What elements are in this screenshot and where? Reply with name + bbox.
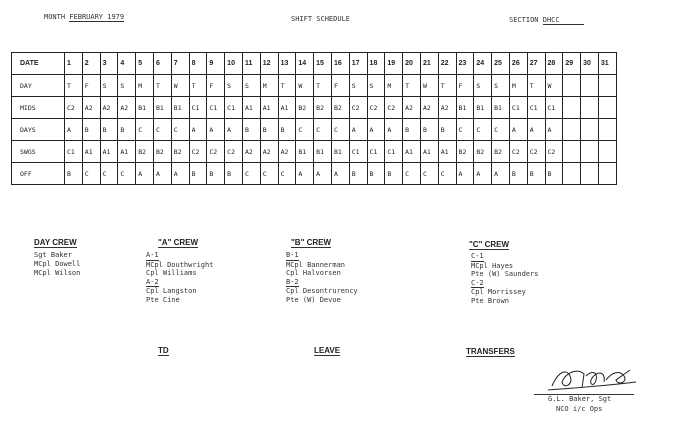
page-title: SHIFT SCHEDULE [291, 15, 351, 23]
schedule-cell: C [100, 163, 118, 185]
schedule-cell: C [136, 119, 154, 141]
schedule-cell: B1 [171, 97, 189, 119]
crew-member: Pte (W) Saunders [471, 270, 539, 279]
schedule-cell: B1 [474, 97, 492, 119]
schedule-cell: A [385, 119, 403, 141]
schedule-cell: T [314, 75, 332, 97]
schedule-cell: C2 [349, 97, 367, 119]
schedule-cell: 16 [331, 53, 349, 75]
schedule-cell: B [189, 163, 207, 185]
schedule-cell: T [65, 75, 83, 97]
schedule-cell: M [509, 75, 527, 97]
b-crew-list [286, 251, 358, 305]
schedule-cell: B [207, 163, 225, 185]
schedule-cell: 8 [189, 53, 207, 75]
crew-member: Sgt Baker [34, 251, 72, 259]
td-heading: TD [158, 346, 169, 355]
schedule-cell: B2 [456, 141, 474, 163]
a-crew-list [146, 251, 213, 305]
a2-label: A-2 [146, 277, 159, 286]
schedule-cell: B1 [153, 97, 171, 119]
section-label: SECTION [509, 16, 539, 24]
schedule-cell [563, 119, 581, 141]
schedule-cell: C [438, 163, 456, 185]
schedule-cell: 25 [492, 53, 510, 75]
schedule-cell: 4 [118, 53, 136, 75]
schedule-cell: B2 [474, 141, 492, 163]
section-line [509, 16, 584, 24]
schedule-cell: C [420, 163, 438, 185]
schedule-cell: A [65, 119, 83, 141]
schedule-cell: F [331, 75, 349, 97]
schedule-cell: 22 [438, 53, 456, 75]
schedule-cell: S [118, 75, 136, 97]
month-label: MONTH [44, 13, 66, 21]
schedule-cell: C [278, 163, 296, 185]
schedule-cell: C1 [225, 97, 243, 119]
schedule-cell: A1 [403, 141, 421, 163]
schedule-cell: 13 [278, 53, 296, 75]
schedule-cell: B1 [136, 97, 154, 119]
schedule-cell: C1 [509, 97, 527, 119]
c-crew-list [471, 252, 538, 306]
schedule-cell: C1 [207, 97, 225, 119]
schedule-cell: 28 [545, 53, 563, 75]
schedule-cell: A [331, 163, 349, 185]
schedule-cell: 1 [65, 53, 83, 75]
schedule-cell [598, 119, 616, 141]
schedule-cell: A [492, 163, 510, 185]
row-days [12, 119, 617, 141]
schedule-cell: C [403, 163, 421, 185]
schedule-cell: A1 [100, 141, 118, 163]
schedule-cell: A2 [242, 141, 260, 163]
schedule-cell: 10 [225, 53, 243, 75]
schedule-cell: A1 [438, 141, 456, 163]
day-crew-list [34, 251, 80, 278]
schedule-cell [581, 97, 599, 119]
row-label: SWGS [12, 141, 65, 163]
row-label: OFF [12, 163, 65, 185]
schedule-cell: C1 [367, 141, 385, 163]
schedule-cell: W [420, 75, 438, 97]
schedule-cell: B [65, 163, 83, 185]
schedule-cell: T [438, 75, 456, 97]
schedule-cell: B [278, 119, 296, 141]
schedule-cell: B1 [492, 97, 510, 119]
crew-member: Pte Brown [471, 296, 509, 305]
schedule-cell: C2 [385, 97, 403, 119]
schedule-cell: F [456, 75, 474, 97]
schedule-cell: F [207, 75, 225, 97]
schedule-cell: B [100, 119, 118, 141]
schedule-cell: S [100, 75, 118, 97]
schedule-cell: A2 [260, 141, 278, 163]
schedule-cell: T [189, 75, 207, 97]
schedule-cell: A1 [242, 97, 260, 119]
schedule-cell: C2 [509, 141, 527, 163]
signature-scribble [544, 362, 644, 394]
schedule-cell [581, 119, 599, 141]
shift-schedule-grid [11, 52, 700, 216]
schedule-cell: T [278, 75, 296, 97]
schedule-cell: A [509, 119, 527, 141]
schedule-cell: 7 [171, 53, 189, 75]
b-crew-title: "B" CREW [291, 238, 332, 247]
schedule-cell: C [242, 163, 260, 185]
month-value: FEBRUARY 1979 [69, 13, 125, 21]
schedule-cell: W [545, 75, 563, 97]
schedule-cell: A [189, 119, 207, 141]
schedule-cell: C2 [527, 141, 545, 163]
row-label: DATE [12, 53, 65, 75]
row-off [12, 163, 617, 185]
schedule-cell: 17 [349, 53, 367, 75]
schedule-cell: A [474, 163, 492, 185]
schedule-cell: B [82, 119, 100, 141]
schedule-cell: C2 [189, 141, 207, 163]
schedule-cell: C1 [385, 141, 403, 163]
date-row [12, 53, 617, 75]
schedule-cell: 21 [420, 53, 438, 75]
schedule-cell: F [82, 75, 100, 97]
signature-name: G.L. Baker, Sgt [548, 395, 612, 403]
schedule-cell: C [331, 119, 349, 141]
schedule-cell: B [403, 119, 421, 141]
crew-member: Pte (W) Devoe [286, 295, 341, 304]
schedule-cell: B [260, 119, 278, 141]
schedule-cell: C2 [225, 141, 243, 163]
schedule-cell: C [456, 119, 474, 141]
schedule-cell: B1 [331, 141, 349, 163]
row-swgs [12, 141, 617, 163]
a-crew-title: "A" CREW [158, 238, 199, 247]
schedule-cell: B2 [136, 141, 154, 163]
schedule-cell: B [225, 163, 243, 185]
schedule-cell: C1 [349, 141, 367, 163]
schedule-cell: C [171, 119, 189, 141]
schedule-cell [563, 75, 581, 97]
schedule-cell: B2 [331, 97, 349, 119]
c1-label: C-1 [471, 252, 484, 260]
schedule-cell: B [438, 119, 456, 141]
a1-label: A-1 [146, 251, 159, 259]
schedule-cell: A [225, 119, 243, 141]
schedule-cell: A2 [438, 97, 456, 119]
schedule-cell: B [420, 119, 438, 141]
schedule-cell: A [136, 163, 154, 185]
crew-member: MCpl Dowell [34, 260, 81, 268]
schedule-cell: B [545, 163, 563, 185]
row-day [12, 75, 617, 97]
schedule-cell: 18 [367, 53, 385, 75]
crew-member: MCpl Hayes [471, 261, 514, 270]
schedule-cell: 2 [82, 53, 100, 75]
schedule-cell: A2 [420, 97, 438, 119]
schedule-cell: 19 [385, 53, 403, 75]
leave-heading: LEAVE [314, 346, 341, 355]
schedule-cell: T [527, 75, 545, 97]
schedule-cell: 31 [598, 53, 616, 75]
schedule-cell: 20 [403, 53, 421, 75]
schedule-cell: A [171, 163, 189, 185]
schedule-cell [563, 163, 581, 185]
schedule-cell: A1 [82, 141, 100, 163]
section-value: DHCC [543, 16, 584, 25]
schedule-cell: 14 [296, 53, 314, 75]
schedule-cell [581, 163, 599, 185]
schedule-cell: A2 [278, 141, 296, 163]
schedule-cell: S [492, 75, 510, 97]
schedule-cell: C [153, 119, 171, 141]
schedule-cell: C [314, 119, 332, 141]
schedule-cell: W [171, 75, 189, 97]
schedule-cell: C2 [207, 141, 225, 163]
schedule-cell: A [314, 163, 332, 185]
schedule-cell: C [82, 163, 100, 185]
schedule-cell: S [225, 75, 243, 97]
crew-member: Cpl Morrissey [471, 288, 526, 297]
schedule-cell: C2 [545, 141, 563, 163]
schedule-cell [563, 141, 581, 163]
schedule-cell: A2 [403, 97, 421, 119]
schedule-cell: M [260, 75, 278, 97]
row-mids [12, 97, 617, 119]
schedule-cell [581, 75, 599, 97]
schedule-cell: 26 [509, 53, 527, 75]
month-line [44, 13, 124, 21]
crew-member: MCpl Wilson [34, 269, 81, 277]
schedule-table [11, 52, 617, 185]
schedule-cell: B2 [314, 97, 332, 119]
transfers-heading: TRANSFERS [466, 347, 515, 356]
crew-member: Cpl Langston [146, 287, 197, 296]
schedule-cell: A2 [118, 97, 136, 119]
schedule-cell: S [367, 75, 385, 97]
schedule-cell [581, 141, 599, 163]
day-crew-title: DAY CREW [34, 238, 77, 247]
schedule-cell [598, 163, 616, 185]
schedule-cell: B [527, 163, 545, 185]
row-label: DAYS [12, 119, 65, 141]
row-label: DAY [12, 75, 65, 97]
schedule-cell: 15 [314, 53, 332, 75]
schedule-cell: A1 [420, 141, 438, 163]
schedule-cell: A [367, 119, 385, 141]
schedule-cell [598, 97, 616, 119]
schedule-cell: B [509, 163, 527, 185]
schedule-cell: W [296, 75, 314, 97]
schedule-cell: 30 [581, 53, 599, 75]
schedule-cell: A [456, 163, 474, 185]
schedule-cell: B1 [314, 141, 332, 163]
crew-member: Cpl Williams [146, 269, 197, 278]
schedule-cell: A [296, 163, 314, 185]
schedule-cell: A [349, 119, 367, 141]
crew-member: Cpl Halvorsen [286, 269, 341, 278]
schedule-cell: A [207, 119, 225, 141]
schedule-cell: B [385, 163, 403, 185]
schedule-cell: 12 [260, 53, 278, 75]
schedule-cell: A [527, 119, 545, 141]
schedule-cell: 6 [153, 53, 171, 75]
schedule-cell: 9 [207, 53, 225, 75]
c-crew-title: "C" CREW [469, 240, 510, 249]
crew-member: MCpl Douthwright [146, 260, 214, 269]
row-label: MIDS [12, 97, 65, 119]
schedule-cell: B [349, 163, 367, 185]
schedule-cell: M [136, 75, 154, 97]
schedule-cell: B [242, 119, 260, 141]
crew-member: MCpl Bannerman [286, 260, 346, 269]
schedule-cell: A1 [278, 97, 296, 119]
schedule-cell: B1 [456, 97, 474, 119]
schedule-cell: B1 [296, 141, 314, 163]
schedule-cell: T [403, 75, 421, 97]
schedule-cell: C [260, 163, 278, 185]
schedule-cell: 11 [242, 53, 260, 75]
schedule-cell [563, 97, 581, 119]
schedule-cell: B2 [492, 141, 510, 163]
schedule-cell: 29 [563, 53, 581, 75]
schedule-cell: C [492, 119, 510, 141]
schedule-cell: B2 [171, 141, 189, 163]
schedule-cell: S [349, 75, 367, 97]
c2-label: C-2 [471, 278, 484, 287]
schedule-cell: C1 [527, 97, 545, 119]
schedule-cell: 3 [100, 53, 118, 75]
schedule-cell: S [474, 75, 492, 97]
schedule-cell: M [385, 75, 403, 97]
schedule-cell [598, 75, 616, 97]
schedule-cell: B2 [153, 141, 171, 163]
crew-member: Cpl Desontrurency [286, 287, 358, 296]
schedule-cell: A2 [82, 97, 100, 119]
schedule-cell: A1 [118, 141, 136, 163]
schedule-cell: C1 [65, 141, 83, 163]
schedule-cell: C1 [189, 97, 207, 119]
b1-label: B-1 [286, 251, 299, 259]
schedule-cell: C2 [367, 97, 385, 119]
schedule-cell: B [118, 119, 136, 141]
schedule-cell [598, 141, 616, 163]
schedule-cell: C [118, 163, 136, 185]
schedule-cell: B [367, 163, 385, 185]
b2-label: B-2 [286, 277, 299, 286]
crew-member: Pte Cine [146, 295, 180, 304]
schedule-cell: A2 [100, 97, 118, 119]
signature-title: NCO i/c Ops [556, 405, 603, 413]
schedule-cell: A1 [260, 97, 278, 119]
schedule-cell: 23 [456, 53, 474, 75]
schedule-cell: 24 [474, 53, 492, 75]
schedule-cell: T [153, 75, 171, 97]
schedule-cell: C [296, 119, 314, 141]
schedule-cell: B2 [296, 97, 314, 119]
schedule-cell: C1 [545, 97, 563, 119]
schedule-cell: C2 [65, 97, 83, 119]
schedule-cell: A [153, 163, 171, 185]
schedule-cell: 5 [136, 53, 154, 75]
schedule-cell: A [545, 119, 563, 141]
schedule-cell: C [474, 119, 492, 141]
schedule-cell: S [242, 75, 260, 97]
schedule-cell: 27 [527, 53, 545, 75]
